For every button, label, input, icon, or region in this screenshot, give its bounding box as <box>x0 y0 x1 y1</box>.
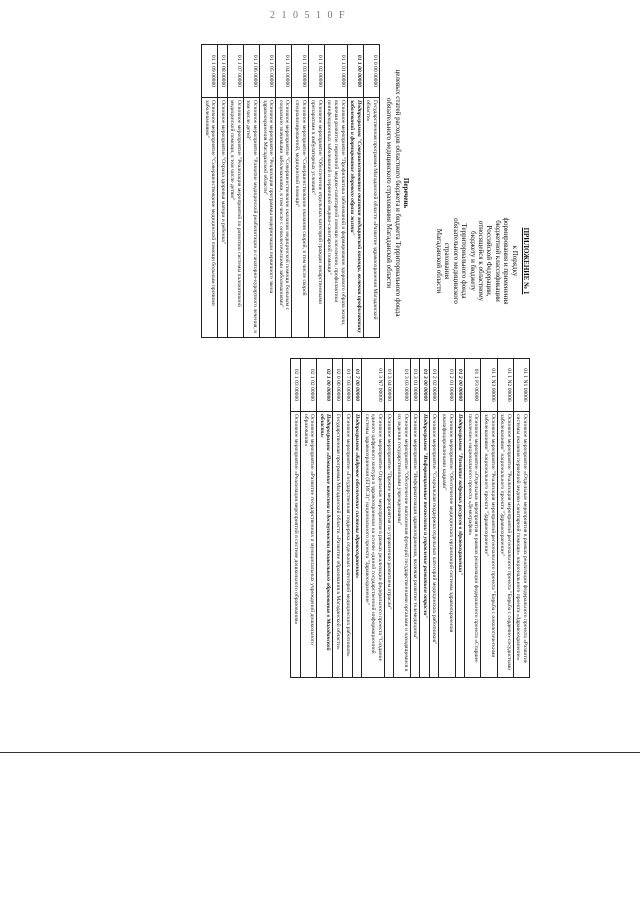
row-code: 01 2 00 00000 <box>455 359 465 412</box>
row-code: 01 1 01 00000 <box>324 45 347 98</box>
title-heading: Перечень <box>402 177 410 209</box>
row-text: Основное мероприятие "Профилактика заболеваний и формирование здорового образа жизни, включая развитие первичной медико-санитарной помощи населению, профилактики неинфекционных заболеваний и первичной медико-санитарной помощи" <box>324 98 347 338</box>
appendix-line: относящейся к областному <box>476 220 485 302</box>
left-page <box>110 40 530 340</box>
row-text: Основное мероприятие «Отдельные мероприятия в рамках реализации федерального проекта «Развитие системы оказания первичной медико-санитарной помощи» национального проекта «Здравоохранение» <box>513 412 529 678</box>
row-text: Подпрограмма «Кадровое обеспечение системы здравоохранения» <box>352 412 362 678</box>
row-text: Подпрограмма «Повышение качества и доступности дошкольного образования в Магаданской области» <box>317 412 333 678</box>
appendix-line: бюджету и бюджету <box>468 231 477 291</box>
row-text: Основное мероприятие «Отдельные мероприятия в рамках реализации федерального проекта «Старшее поколение» национального проекта «Демография» <box>465 412 481 678</box>
row-text: Основное мероприятие "Охрана здоровья матери и ребенка" <box>218 98 228 338</box>
appendix-lines <box>435 186 519 336</box>
row-code: 01 1 04 00000 <box>276 45 292 98</box>
row-text: Основное мероприятие "Прочие мероприятия по управлению развитием отрасли" <box>384 412 394 678</box>
row-code: 01 1 02 00000 <box>308 45 324 98</box>
table-row <box>439 359 455 678</box>
table-row <box>352 359 362 678</box>
page-mark: 2 1 0 5 1 0 F <box>270 10 347 21</box>
table-row <box>218 45 228 338</box>
row-text: Основное мероприятие «Развитие государственных и муниципальных учреждений дошкольного образования» <box>300 412 316 678</box>
row-text: Основное мероприятие Отдельные мероприятия в рамках реализации федерального проекта "Создание единого цифрового контура в здравоохранении на основе единой государственной информационной системы здравоохранения (ЕГИСЗ)" национального проекта "Здравоохранение" <box>362 412 385 678</box>
table-row <box>363 45 379 338</box>
row-code: 01 1 08 00000 <box>218 45 228 98</box>
row-text: Государственная программа Магаданской области «Развитие образования в Магаданской области» <box>333 412 343 678</box>
table-row <box>347 45 363 338</box>
right-page <box>110 358 530 680</box>
table-row <box>291 359 301 678</box>
row-text: Основное мероприятие "Реализация программы модернизации первичного звена здравоохранения Магаданской области" <box>260 98 276 338</box>
table-row <box>300 359 316 678</box>
table-row <box>513 359 529 678</box>
table-row <box>465 359 481 678</box>
right-table <box>290 358 530 678</box>
appendix-line: к Порядку <box>510 245 519 277</box>
row-text: Подпрограмма "Развитие кадровых ресурсов в здравоохранении" <box>455 412 465 678</box>
table-row <box>276 45 292 338</box>
row-text: Подпрограмма "Информационные технологии и управление развитием отрасли" <box>420 412 430 678</box>
table-row <box>410 359 420 678</box>
table-row <box>362 359 385 678</box>
row-code: 01 7 03 00000 <box>342 359 352 412</box>
row-code: 01 3 01 00000 <box>410 359 420 412</box>
table-row <box>243 45 259 338</box>
row-text: Основное мероприятие "Реализация мероприятий по развитию системы паллиативной медицинской помощи, в том числе детям" <box>227 98 243 338</box>
title-line-1: целевых статей расходов областного бюджета и бюджета Территориального фонда <box>393 69 402 317</box>
table-row <box>481 359 497 678</box>
row-code: 01 1 00 00000 <box>347 45 363 98</box>
row-code: 01 3 00 00000 <box>420 359 430 412</box>
row-code: 01 1 06 00000 <box>243 45 259 98</box>
row-code: 01 0 00 00000 <box>363 45 379 98</box>
row-text: Основное мероприятие «Государственная поддержка отдельных категорий медицинских работников» <box>342 412 352 678</box>
row-code: 01 1 N1 00000 <box>513 359 529 412</box>
row-text: Основное мероприятие "Совершенствование оказания медицинской помощи больным с социально значимыми заболеваниями, в том числе с онкологическими заболеваниями" <box>276 98 292 338</box>
table-row <box>333 359 343 678</box>
row-code: 01 3 04 00000 <box>384 359 394 412</box>
row-code: 01 3 03 00000 <box>394 359 410 412</box>
row-text: Основное мероприятие "Развитие медицинской реабилитации и санаторно-курортного лечения, в том числе детей" <box>243 98 259 338</box>
row-text: Основное мероприятие "Социальная поддержка отдельных категорий медицинских работников" <box>429 412 439 678</box>
title-line-2: обязательного медицинского страхования Магаданской области <box>385 97 394 289</box>
appendix-line: Магаданской области <box>434 228 443 294</box>
table-row <box>201 45 217 338</box>
row-text: Основное мероприятие "Обеспечение отдельных категорий граждан лекарственными препаратами в амбулаторных условиях" <box>308 98 324 338</box>
appendix-line: страхования <box>443 242 452 280</box>
row-code: 02 0 00 00000 <box>333 359 343 412</box>
row-code: 01 1 P3 00000 <box>465 359 481 412</box>
row-text: Основное мероприятие "Обеспечение медицинских организаций системы здравоохранения квалифицированными кадрами" <box>439 412 455 678</box>
row-code: 01 3 N7 00000 <box>362 359 385 412</box>
row-text: Основное мероприятие "Информатизация здравоохранения, включая развитие телемедицины" <box>410 412 420 678</box>
table-row <box>342 359 352 678</box>
row-text: Основное мероприятие "Совершенствование медицинской помощи больным прочими заболеваниями" <box>201 98 217 338</box>
appendix-line: обязательного медицинского <box>451 218 460 304</box>
row-code: 01 1 05 00000 <box>260 45 276 98</box>
row-code: 01 2 01 00000 <box>439 359 455 412</box>
table-row <box>324 45 347 338</box>
doc-title <box>385 50 410 336</box>
page-divider <box>0 752 640 753</box>
table-row <box>292 45 308 338</box>
table-row <box>308 45 324 338</box>
row-text: Подпрограмма "Совершенствование оказания медицинской помощи, включая профилактику заболеваний и формирование здорового образа жизни" <box>347 98 363 338</box>
row-code: 01 2 02 00000 <box>429 359 439 412</box>
appendix-line: формирования и применения <box>502 217 511 305</box>
row-code: 01 1 07 00000 <box>227 45 243 98</box>
row-code: 02 1 03 00000 <box>291 359 301 412</box>
table-row <box>227 45 243 338</box>
row-code: 01 7 00 00000 <box>352 359 362 412</box>
table-row <box>260 45 276 338</box>
row-code: 01 1 03 00000 <box>292 45 308 98</box>
appendix-heading: ПРИЛОЖЕНИЕ № 1 <box>522 227 530 295</box>
row-text: Государственная программа Магаданской области «Развитие здравоохранения Магаданской области» <box>363 98 379 338</box>
table-row <box>429 359 439 678</box>
appendix-line: Российской Федерации, <box>485 225 494 297</box>
row-code: 01 1 N3 00000 <box>481 359 497 412</box>
appendix-block <box>435 186 530 336</box>
row-text: Основное мероприятие «Реализация мероприятий в системе дошкольного образования» <box>291 412 301 678</box>
left-table <box>201 44 380 338</box>
row-text: Основное мероприятие "Реализация мероприятий регионального проекта "Борьба с сердечно-сосудистыми заболеваниями" национального проекта "Здравоохранение" <box>497 412 513 678</box>
appendix-line: Территориального фонда <box>460 223 469 299</box>
table-row <box>497 359 513 678</box>
row-code: 01 1 09 00000 <box>201 45 217 98</box>
row-text: Основное мероприятие "Реализация мероприятий регионального проекта "Борьба с онкологическими заболеваниями" национального проекта "Здравоохранение" <box>481 412 497 678</box>
row-code: 02 1 02 00000 <box>300 359 316 412</box>
table-row <box>394 359 410 678</box>
table-row <box>317 359 333 678</box>
table-row <box>384 359 394 678</box>
row-text: Основное мероприятие "Совершенствование оказания скорой, в том числе скорой специализированной, медицинской помощи" <box>292 98 308 338</box>
row-code: 01 1 N2 00000 <box>497 359 513 412</box>
row-code: 02 1 00 00000 <box>317 359 333 412</box>
table-row <box>455 359 465 678</box>
row-text: Основное мероприятие "Обеспечение выполнения функций государственными органами и находящимися в их ведении государственными учреждениями" <box>394 412 410 678</box>
table-row <box>420 359 430 678</box>
appendix-line: бюджетной классификации <box>493 220 502 302</box>
rotated-content <box>110 40 530 680</box>
